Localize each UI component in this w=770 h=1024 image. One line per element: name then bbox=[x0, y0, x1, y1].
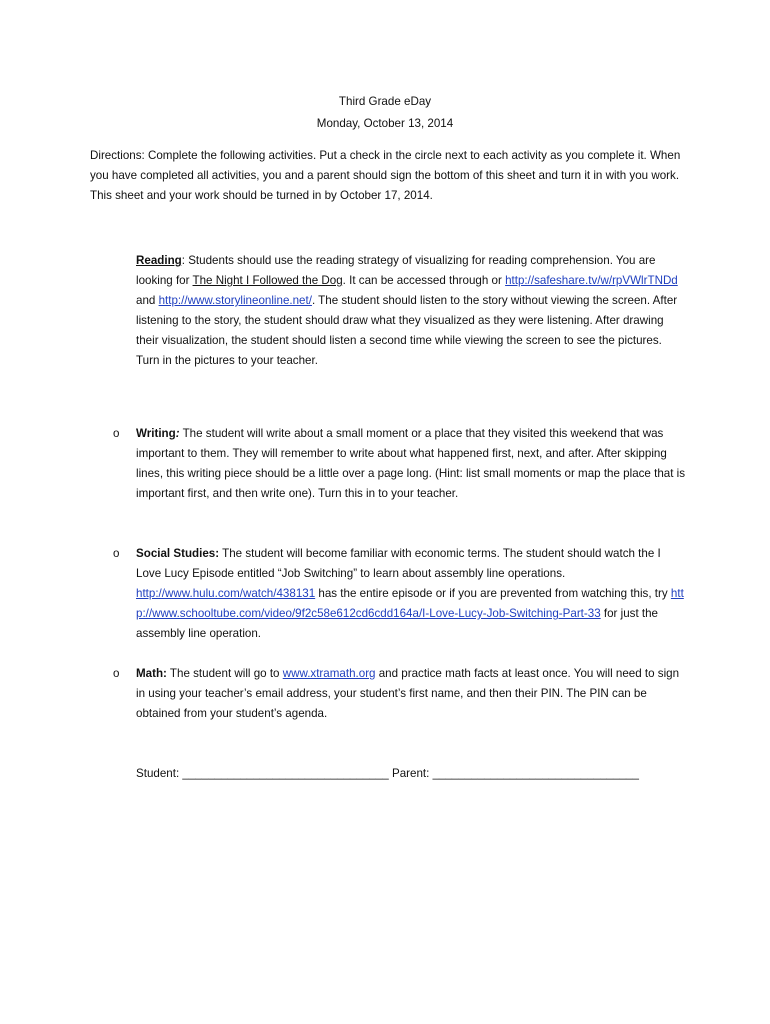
signature-line bbox=[136, 764, 696, 784]
writing-activity bbox=[136, 424, 688, 504]
book-title: The Night I Followed the Dog bbox=[192, 274, 343, 287]
math-text-1: The student will go to bbox=[166, 667, 283, 680]
reading-label: Reading bbox=[136, 254, 182, 267]
writing-text: The student will write about a small moment or a place that they visited this weekend that was important to them. They will remember to write about what happened first, next, and after. After skipping lines, this writing piece should be a little over a page long. (Hint: list small moments or map the place that is important first, and then write one). Turn this in to your teacher. bbox=[136, 427, 686, 500]
hulu-link[interactable]: http://www.hulu.com/watch/438131 bbox=[136, 587, 316, 600]
reading-text-2: . It can be accessed through or bbox=[342, 274, 506, 287]
schooltube-link[interactable]: http://www.schooltube.com/video/9f2c58e612cd6cdd164a/I-Love-Lucy-Job-Switching-Part-33 bbox=[136, 587, 684, 620]
safeshare-link[interactable]: http://safeshare.tv/w/rpVWlrTNDd bbox=[505, 274, 678, 287]
reading-text-1: : Students should use the reading strategy of visualizing for reading comprehension. You are looking for bbox=[136, 254, 656, 287]
storylineonline-link[interactable]: http://www.storylineonline.net/ bbox=[158, 294, 312, 307]
social-text-1: The student will become familiar with economic terms. The student should watch the I Love Lucy Episode entitled “Job Switching” to learn about assembly line operations. bbox=[136, 547, 661, 580]
xtramath-link[interactable]: www.xtramath.org bbox=[282, 667, 376, 680]
page-title: Third Grade eDay bbox=[338, 95, 432, 108]
social-studies-checkbox-circle[interactable]: o bbox=[113, 547, 120, 560]
math-text-2: and practice math facts at least once. You will need to sign in using your teacher’s email address, your student’s first name, and then their PIN. The PIN can be obtained from your student’s agenda. bbox=[136, 667, 680, 720]
page-date: Monday, October 13, 2014 bbox=[316, 117, 454, 130]
math-activity bbox=[136, 664, 688, 724]
social-text-2: has the entire episode or if you are prevented from watching this, try bbox=[315, 587, 671, 600]
writing-colon: : bbox=[175, 427, 180, 440]
reading-text-4: . The student should listen to the story without viewing the screen. After listening to the story, the student should draw what they visualized as they were listening. After drawing their visualization, the student should listen a second time while viewing the screen to see the pictures. Turn in the pictures to your teacher. bbox=[136, 294, 678, 367]
social-studies-activity bbox=[136, 544, 688, 644]
writing-label: Writing bbox=[136, 427, 176, 440]
student-signature-field[interactable]: Student: ________________________________ bbox=[136, 767, 389, 780]
social-text-3: for just the assembly line operation. bbox=[136, 607, 659, 640]
parent-signature-field[interactable]: Parent: ________________________________ bbox=[391, 767, 639, 780]
directions-paragraph: Directions: Complete the following activities. Put a check in the circle next to each activity as you complete it. When you have completed all activities, you and a parent should sign the bottom of this sheet and turn it in with you work. This sheet and your work should be turned in by October 17, 2014. bbox=[90, 149, 681, 202]
writing-checkbox-circle[interactable]: o bbox=[113, 427, 120, 440]
reading-text-3: and bbox=[136, 294, 159, 307]
reading-activity bbox=[136, 251, 688, 371]
math-label: Math: bbox=[136, 667, 167, 680]
math-checkbox-circle[interactable]: o bbox=[113, 667, 120, 680]
social-studies-label: Social Studies: bbox=[136, 547, 220, 560]
